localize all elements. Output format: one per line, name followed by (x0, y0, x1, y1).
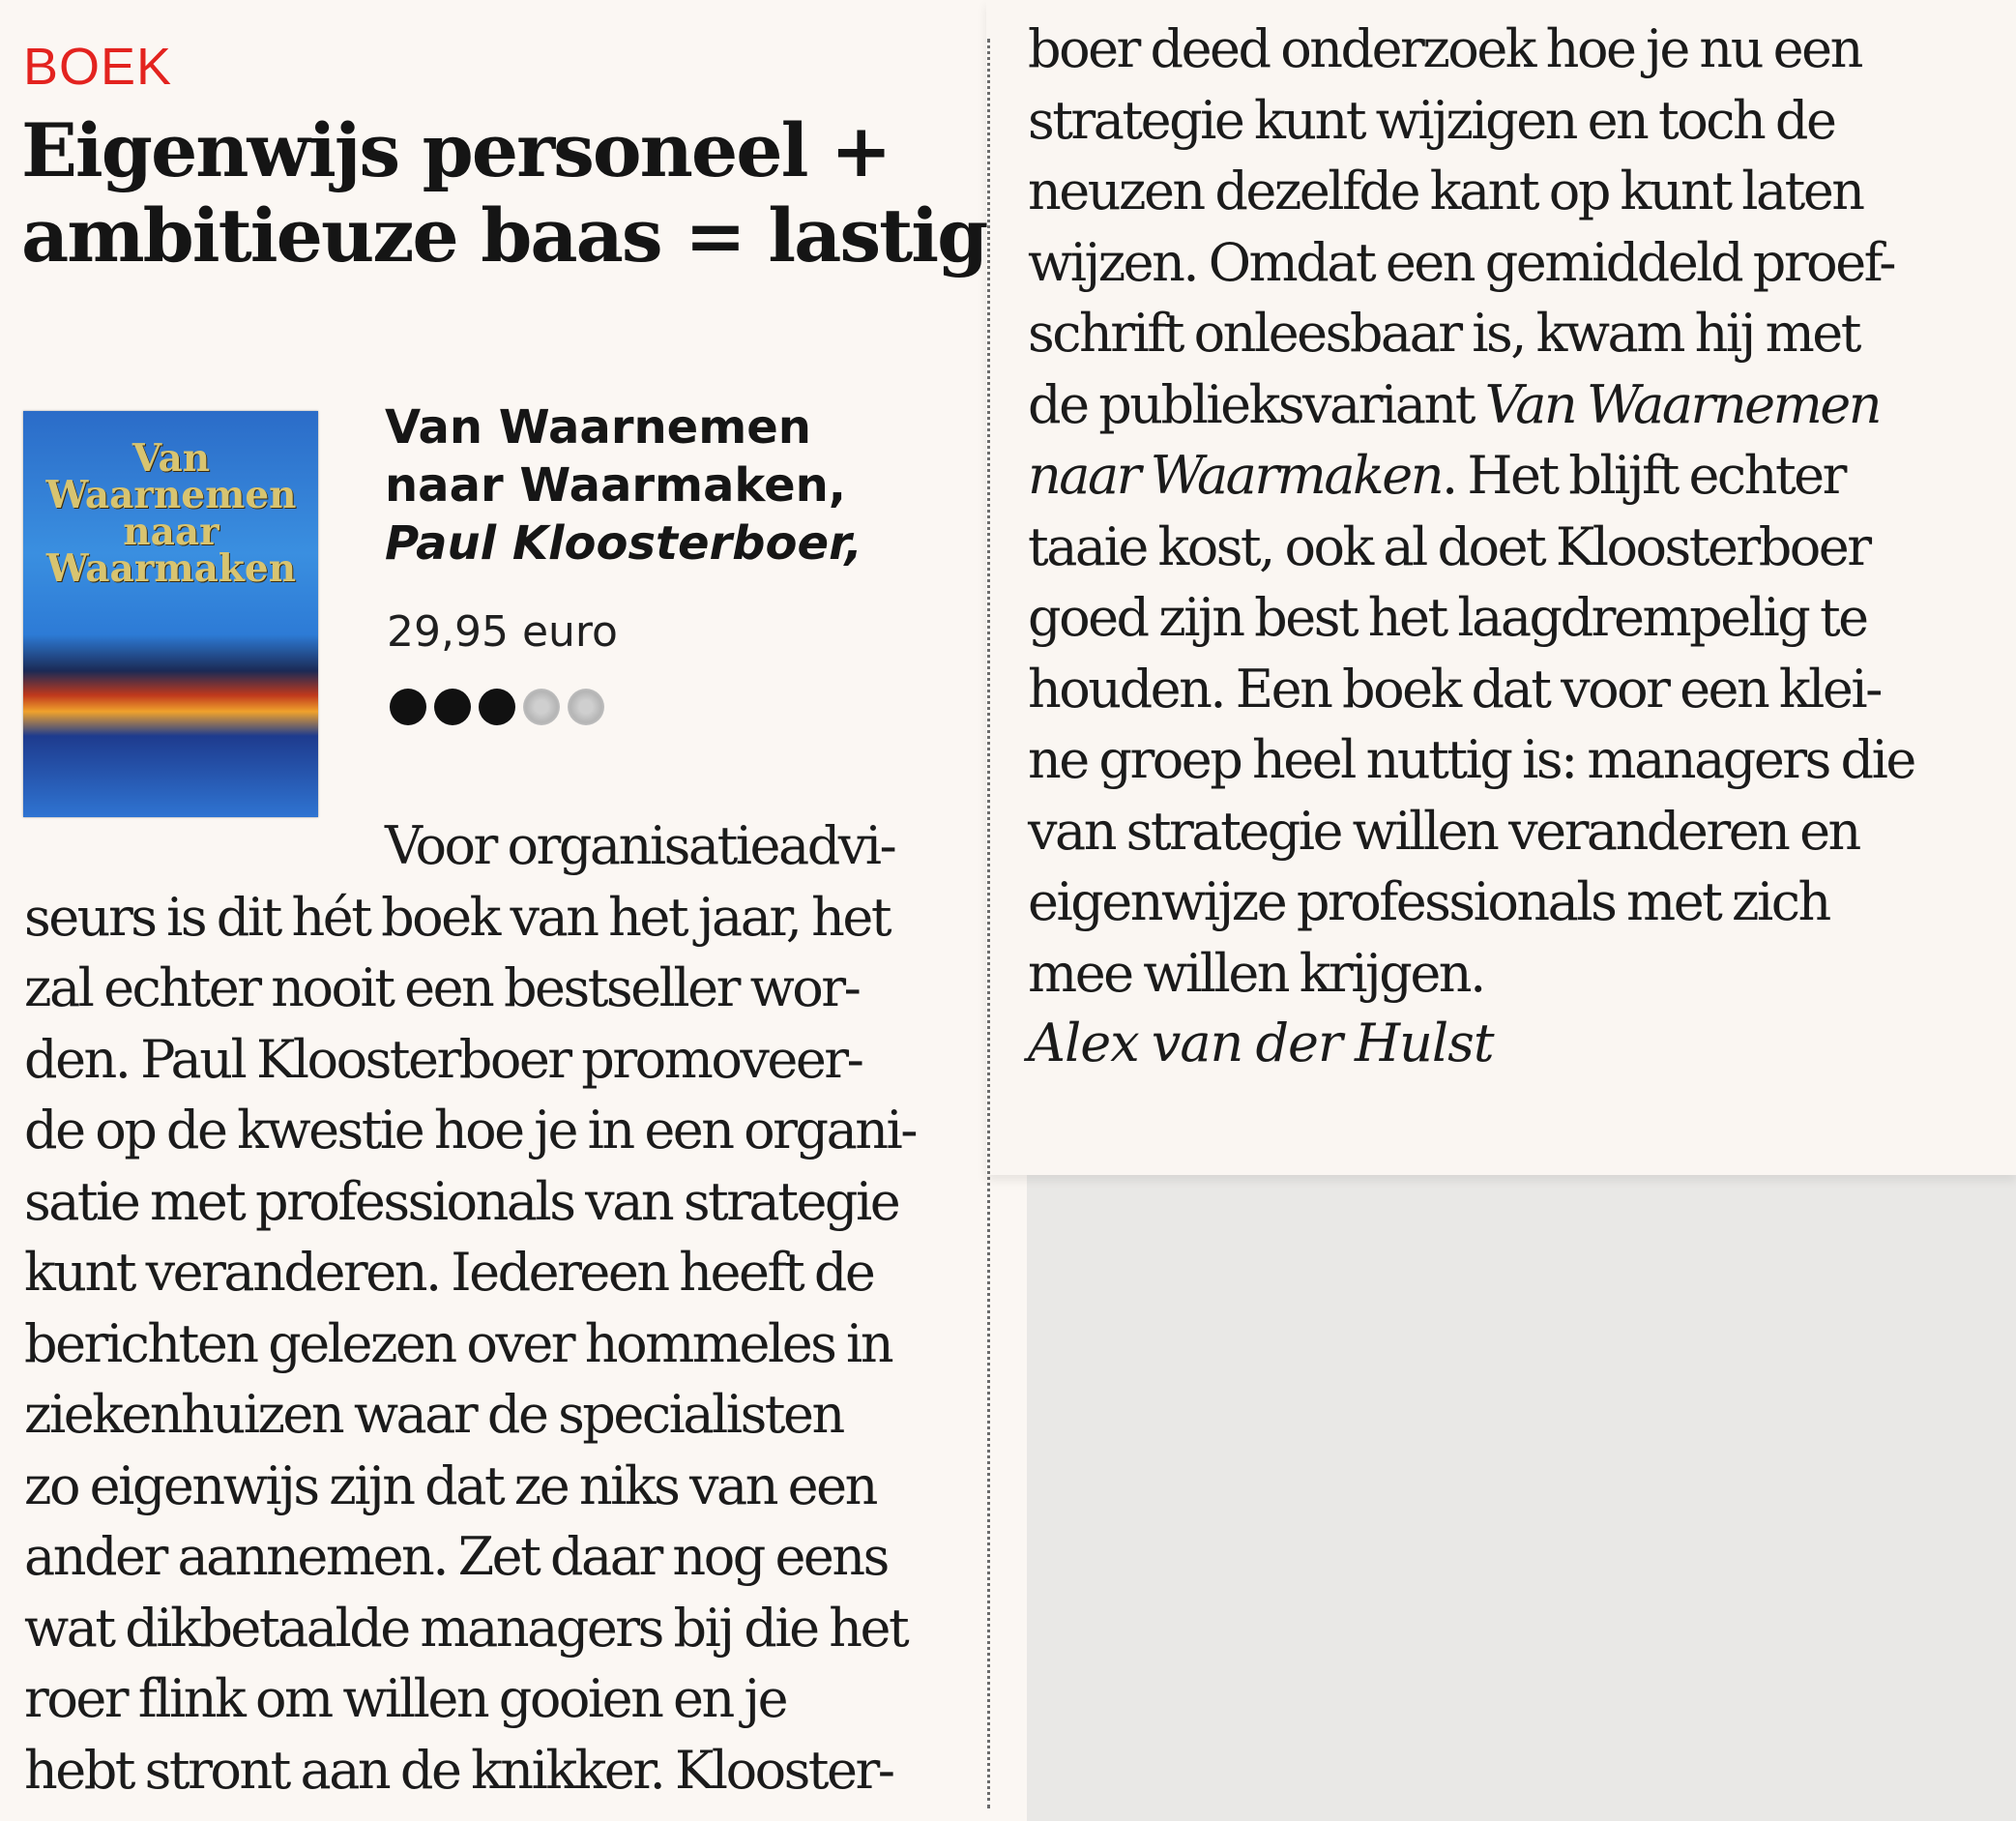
body-line: eigenwijze professionals met zich (1028, 871, 1829, 932)
author-byline: Alex van der Hulst (1028, 1013, 1494, 1073)
book-title-italic: naar Waarmaken (1028, 445, 1443, 506)
body-line: schrift onleesbaar is, kwam hij met (1028, 303, 1859, 364)
body-line: den. Paul Kloosterboer promoveer- (24, 1028, 862, 1090)
rating-dot-empty (523, 689, 560, 725)
headline-line: Eigenwijs personeel + (21, 107, 891, 193)
rating-dot-filled (434, 689, 471, 725)
body-line: zal echter nooit een bestseller wor- (24, 957, 860, 1018)
body-line: goed zijn best het laagdrempelig te (1028, 587, 1867, 648)
body-line: Voor organisatieadvi- (385, 815, 895, 876)
body-line: houden. Een boek dat voor een klei- (1028, 658, 1881, 720)
article-body-right (1028, 14, 1914, 1078)
book-details (385, 398, 862, 573)
body-line: boer deed onderzoek hoe je nu een (1028, 18, 1861, 79)
rating-dot-empty (568, 689, 604, 725)
body-line: ziekenhuizen waar de specialisten (24, 1384, 843, 1445)
book-title-line: naar Waarmaken, (385, 458, 847, 513)
body-line: berichten gelezen over hommeles in (24, 1312, 892, 1374)
body-text-segment: de publieksvariant (1028, 373, 1485, 435)
column-divider (987, 39, 990, 1808)
body-line (1028, 440, 1914, 512)
headline-line: ambitieuze baas = lastig (21, 192, 987, 279)
body-line: de op de kwestie hoe je in een organi- (24, 1100, 917, 1160)
body-line: roer flink om willen gooien en je (24, 1668, 787, 1729)
book-price: 29,95 euro (387, 607, 618, 657)
body-line: strategie kunt wijzigen en toch de (1028, 89, 1835, 151)
body-line (1028, 369, 1914, 441)
body-line: van strategie willen veranderen en (1028, 800, 1859, 862)
body-line: satie met professionals van strategie (24, 1170, 899, 1232)
section-label: BOEK (23, 38, 173, 96)
body-line: wijzen. Omdat een gemiddeld proef- (1028, 231, 1894, 293)
body-line: taaie kost, ook al doet Kloosterboer (1028, 515, 1870, 577)
body-line: kunt veranderen. Iedereen heeft de (24, 1242, 874, 1303)
rating-dot-filled (479, 689, 515, 725)
body-line: ne groep heel nuttig is: managers die (1028, 729, 1914, 790)
article-body-left (24, 810, 916, 1806)
body-line: wat dikbetaalde managers bij die het (24, 1597, 908, 1659)
book-title-italic: Van Waarnemen (1484, 373, 1881, 435)
headline (21, 108, 988, 279)
body-line: mee willen krijgen. (1028, 942, 1484, 1004)
rating-dot-filled (390, 689, 426, 725)
body-line: seurs is dit hét boek van het jaar, het (24, 886, 891, 948)
book-author: Paul Kloosterboer, (385, 516, 862, 571)
body-line: neuzen dezelfde kant op kunt laten (1028, 161, 1863, 221)
book-title-line: Van Waarnemen (385, 400, 811, 455)
cover-title: Van Waarnemen naar Waarmaken (45, 436, 297, 591)
body-text-segment: . Het blijft echter (1442, 445, 1845, 506)
body-line: hebt stront aan de knikker. Klooster- (24, 1739, 893, 1801)
rating-dots (390, 689, 604, 725)
body-line: ander aannemen. Zet daar nog eens (24, 1526, 888, 1587)
book-cover-image (23, 411, 318, 817)
body-line: zo eigenwijs zijn dat ze niks van een (24, 1454, 876, 1516)
